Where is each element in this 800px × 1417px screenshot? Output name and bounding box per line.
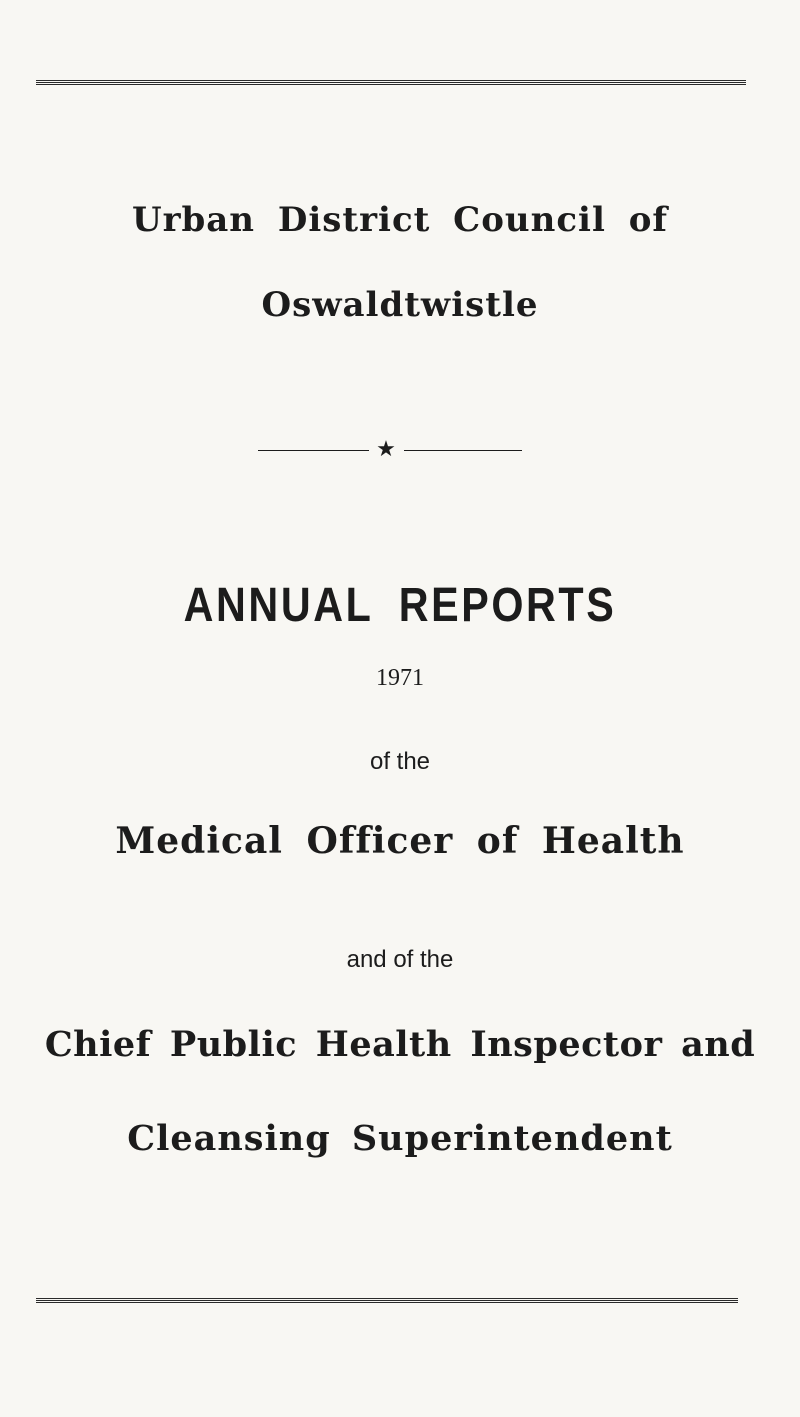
- divider-line-right: [404, 450, 522, 451]
- council-heading: Urban District Council of: [131, 200, 669, 240]
- superintendent-heading: Cleansing Superintendent: [127, 1118, 673, 1159]
- document-title: ANNUAL REPORTS: [183, 579, 617, 632]
- divider-line-left: [258, 450, 369, 451]
- connector-and-of-the: and of the: [346, 946, 454, 973]
- district-name: Oswaldtwistle: [261, 285, 539, 325]
- bottom-double-rule: [36, 1298, 738, 1304]
- star-icon: ★: [376, 437, 396, 462]
- top-double-rule: [36, 80, 746, 86]
- inspector-heading: Chief Public Health Inspector and: [44, 1024, 756, 1065]
- star-divider: [258, 438, 522, 462]
- medical-officer-heading: Medical Officer of Health: [115, 820, 685, 862]
- connector-of-the: of the: [369, 748, 431, 775]
- report-year: 1971: [376, 665, 424, 691]
